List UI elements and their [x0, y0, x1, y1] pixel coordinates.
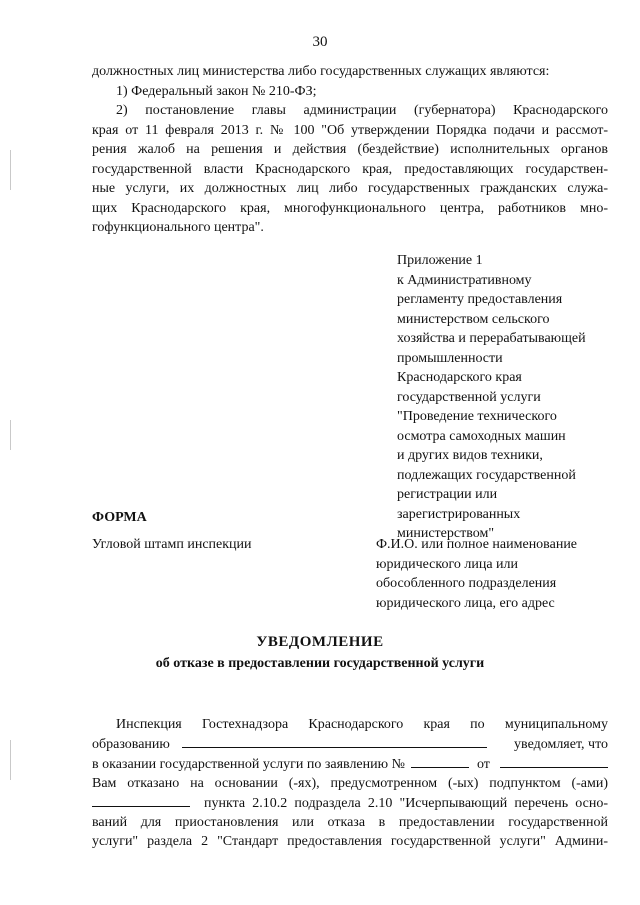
- text-line: щих Краснодарского края, многофункционального центра, работников мно-: [92, 200, 608, 216]
- text-line: ваний для приостановления или отказа в предоставлении государственной: [92, 815, 608, 830]
- stamp-label: Угловой штамп инспекции: [92, 537, 252, 552]
- text-line: Вам отказано на основании (-ях), предусмотренном (-ых) подпунктом (-ами): [92, 776, 608, 791]
- text-line: рения жалоб на решения и действия (бездействие) исполнительных органов: [92, 142, 608, 157]
- text-fragment: в оказании государственной услуги по заявлению №: [92, 757, 405, 772]
- page-number: 30: [312, 34, 328, 50]
- text-line: юридического лица или: [376, 556, 519, 572]
- text-line: хозяйства и перерабатывающей: [397, 331, 586, 346]
- text-line: обособленного подразделения: [376, 576, 557, 591]
- text-line: промышленности: [397, 350, 503, 366]
- text-line: должностных лиц министерства либо государственных служащих являются:: [92, 64, 550, 79]
- text-line: государственной власти Краснодарского края, предоставляющих государствен-: [92, 161, 608, 177]
- text-line: подлежащих государственной: [397, 467, 576, 483]
- text-line: Инспекция Гостехнадзора Краснодарского края по муниципальному: [116, 717, 608, 732]
- text-line: министерством сельского: [397, 311, 550, 327]
- text-line: и других видов техники,: [397, 448, 543, 463]
- text-fragment: от: [476, 757, 490, 772]
- text-line: регистрации или: [397, 487, 498, 502]
- recipient-block: [376, 535, 612, 613]
- text-line-with-blank: [92, 793, 608, 813]
- text-fragment: образованию: [92, 737, 170, 752]
- text-line: регламенту предоставления: [397, 292, 563, 307]
- text-line: к Административному: [397, 272, 532, 288]
- municipality-blank: [182, 734, 487, 748]
- list-item-law: 1) Федеральный закон № 210-ФЗ;: [116, 83, 317, 99]
- text-line: министерством": [397, 526, 495, 541]
- application-date-blank: [500, 754, 608, 768]
- margin-mark: [10, 420, 11, 450]
- legal-basis-list: [92, 62, 608, 238]
- text-line: юридического лица, его адрес: [376, 595, 555, 611]
- text-line: Приложение 1: [397, 253, 483, 268]
- text-line: Краснодарского края: [397, 370, 522, 385]
- text-line: гофункционального центра".: [92, 220, 264, 235]
- application-number-blank: [411, 754, 469, 768]
- text-line: государственной услуги: [397, 389, 541, 405]
- margin-mark: [10, 740, 11, 780]
- text-fragment: уведомляет, что: [514, 737, 608, 752]
- notice-body: [92, 715, 608, 851]
- text-line: 2) постановление главы администрации (губернатора) Краснодарского: [116, 103, 608, 118]
- text-line: зарегистрированных: [397, 506, 521, 522]
- text-line-with-blank: [92, 754, 608, 774]
- text-line-with-blank: [92, 734, 608, 754]
- text-line: ные услуги, их должностных лиц либо государственных гражданских служа-: [92, 181, 608, 196]
- notice-title: УВЕДОМЛЕНИЕ: [256, 634, 384, 650]
- margin-mark: [10, 150, 11, 190]
- notice-subtitle: об отказе в предоставлении государственной услуги: [155, 656, 485, 671]
- subpoint-blank: [92, 793, 190, 807]
- text-line: "Проведение технического: [397, 409, 557, 424]
- appendix-header: [397, 251, 612, 544]
- text-line: Ф.И.О. или полное наименование: [376, 537, 578, 552]
- text-line: осмотра самоходных машин: [397, 428, 566, 444]
- text-line: края от 11 февраля 2013 г. № 100 "Об утверждении Порядка подачи и рассмот-: [92, 122, 608, 138]
- text-line: услуги" раздела 2 "Стандарт предоставления государственной услуги" Админи-: [92, 834, 608, 849]
- form-title: ФОРМА: [92, 510, 147, 525]
- text-fragment: пункта 2.10.2 подраздела 2.10 "Исчерпывающий перечень осно-: [204, 796, 608, 811]
